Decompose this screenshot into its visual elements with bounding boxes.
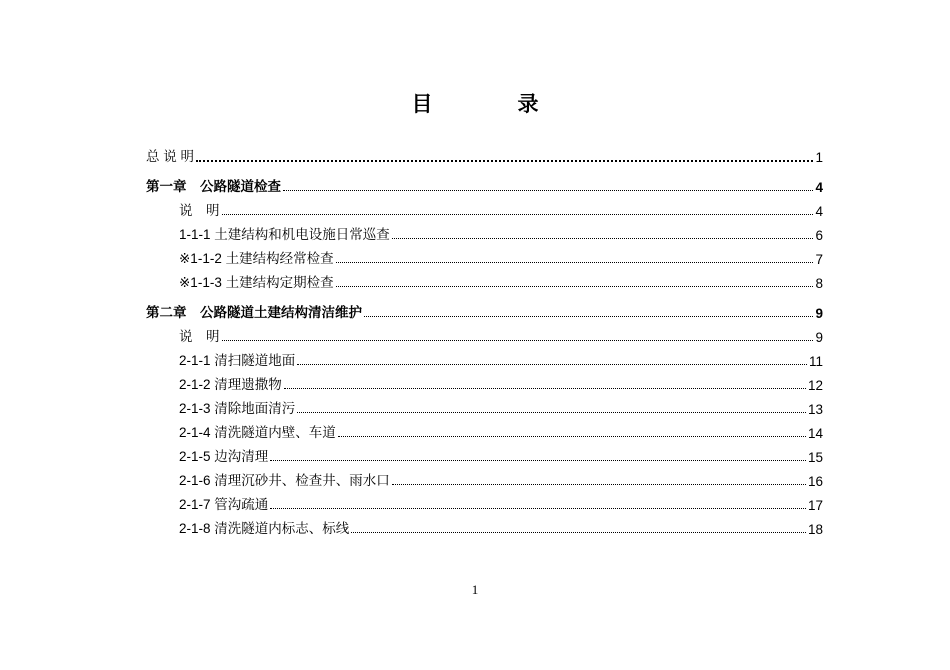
dot-leader	[336, 261, 814, 263]
toc-entry-page: 4	[815, 204, 823, 219]
dot-leader	[222, 213, 814, 215]
dot-leader	[283, 189, 813, 191]
toc-entry[interactable]	[146, 373, 823, 397]
dot-leader	[336, 285, 814, 287]
toc-entry-label: 1-1-1 土建结构和机电设施日常巡查	[179, 227, 390, 242]
toc-entry-label: ※1-1-3 土建结构定期检查	[179, 275, 334, 290]
toc-entry-page: 17	[807, 498, 823, 513]
toc-entry-chapter-1[interactable]	[146, 169, 823, 199]
toc-entry-label: 说 明	[179, 203, 220, 218]
toc-entry[interactable]	[146, 199, 823, 223]
dot-leader	[392, 483, 806, 485]
toc-entry-label: 总 说 明	[146, 149, 195, 164]
toc-entry-label: 2-1-7 管沟疏通	[179, 497, 269, 512]
toc-entry[interactable]	[146, 271, 823, 295]
toc-entry[interactable]	[146, 445, 823, 469]
table-of-contents	[146, 145, 823, 541]
dot-leader	[270, 507, 806, 509]
toc-entry-page: 13	[807, 402, 823, 417]
dot-leader	[364, 315, 813, 317]
toc-entry-label: 2-1-2 清理遗撒物	[179, 377, 282, 392]
toc-entry-label: 2-1-6 清理沉砂井、检查井、雨水口	[179, 473, 390, 488]
toc-entry[interactable]	[146, 493, 823, 517]
toc-entry-label: 2-1-3 清除地面清污	[179, 401, 296, 416]
toc-entry-page: 6	[815, 228, 823, 243]
toc-entry-page: 18	[807, 522, 823, 537]
toc-entry-label: 说 明	[179, 329, 220, 344]
toc-entry-page: 9	[815, 330, 823, 345]
toc-entry-page: 16	[807, 474, 823, 489]
toc-entry[interactable]	[146, 469, 823, 493]
dot-leader	[222, 339, 814, 341]
toc-entry-chapter-2[interactable]	[146, 295, 823, 325]
toc-entry-page: 8	[815, 276, 823, 291]
toc-entry-label: ※1-1-2 土建结构经常检查	[179, 251, 334, 266]
toc-entry[interactable]	[146, 247, 823, 271]
toc-entry[interactable]	[146, 223, 823, 247]
toc-entry[interactable]	[146, 397, 823, 421]
toc-entry-general[interactable]	[146, 145, 823, 169]
toc-entry-label: 2-1-8 清洗隧道内标志、标线	[179, 521, 350, 536]
toc-entry-page: 1	[815, 150, 823, 165]
toc-entry-label: 第一章 公路隧道检查	[146, 179, 281, 194]
dot-leader	[196, 159, 813, 162]
page-title: 目 录	[411, 92, 571, 116]
toc-entry-page: 7	[815, 252, 823, 267]
toc-entry-label: 2-1-4 清洗隧道内壁、车道	[179, 425, 336, 440]
dot-leader	[297, 363, 807, 365]
toc-entry-page: 9	[815, 306, 823, 321]
toc-entry-page: 12	[807, 378, 823, 393]
toc-entry-page: 11	[808, 354, 823, 369]
toc-entry-page: 15	[807, 450, 823, 465]
toc-entry-label: 第二章 公路隧道土建结构清洁维护	[146, 305, 362, 320]
page-number: 1	[471, 582, 479, 597]
toc-entry[interactable]	[146, 421, 823, 445]
toc-entry-page: 4	[815, 180, 823, 195]
dot-leader	[297, 411, 806, 413]
toc-entry-label: 2-1-1 清扫隧道地面	[179, 353, 296, 368]
dot-leader	[270, 459, 806, 461]
toc-entry-label: 2-1-5 边沟清理	[179, 449, 269, 464]
dot-leader	[392, 237, 814, 239]
toc-entry[interactable]	[146, 325, 823, 349]
toc-entry[interactable]	[146, 517, 823, 541]
dot-leader	[284, 387, 806, 389]
toc-entry-page: 14	[807, 426, 823, 441]
dot-leader	[338, 435, 806, 437]
toc-entry[interactable]	[146, 349, 823, 373]
dot-leader	[351, 531, 806, 533]
